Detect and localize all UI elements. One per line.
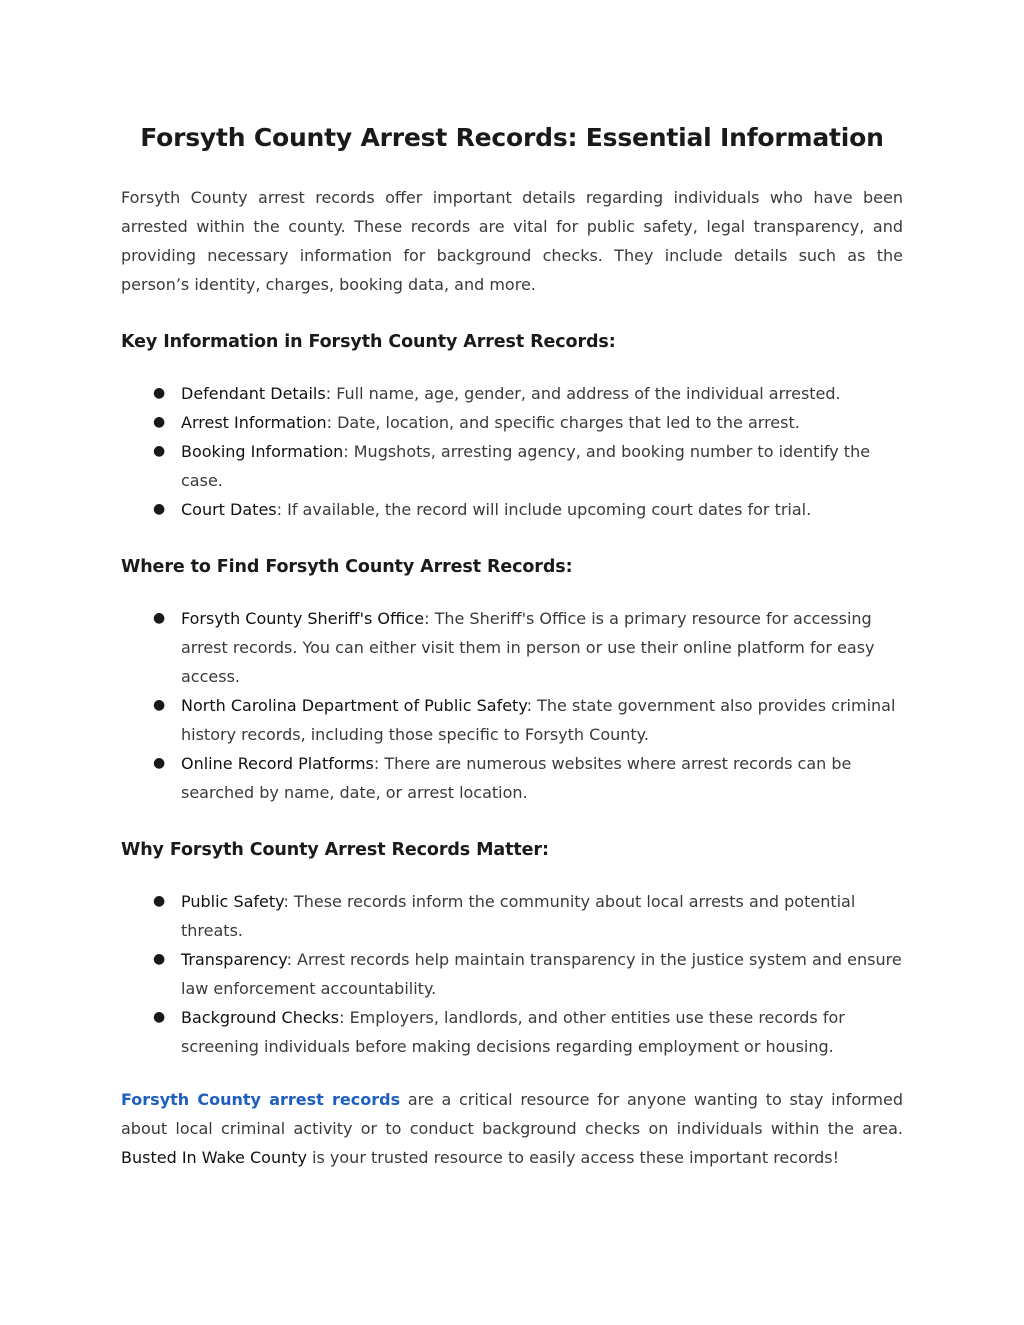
list-item bbox=[121, 408, 903, 437]
list-item-term: Public Safety bbox=[181, 892, 284, 911]
list-item bbox=[121, 1003, 903, 1061]
bullet-icon: ● bbox=[153, 385, 166, 401]
list-item bbox=[121, 749, 903, 807]
list-item-term: Booking Information bbox=[181, 442, 344, 461]
page-title: Forsyth County Arrest Records: Essential Information bbox=[140, 123, 884, 152]
list-item-text: : Full name, age, gender, and address of the individual arrested. bbox=[325, 384, 841, 403]
closing-paragraph bbox=[121, 1085, 903, 1172]
list-item-term: Transparency bbox=[181, 950, 287, 969]
bullet-icon: ● bbox=[153, 951, 166, 967]
list-item bbox=[121, 495, 903, 524]
brand-name: Busted In Wake County bbox=[121, 1148, 307, 1167]
closing-text-2: is your trusted resource to easily access these important records! bbox=[306, 1148, 840, 1167]
bullet-icon: ● bbox=[153, 414, 166, 430]
section-heading-key-information: Key Information in Forsyth County Arrest Records: bbox=[121, 332, 616, 352]
list-item bbox=[121, 691, 903, 749]
list-item bbox=[121, 437, 903, 495]
why-matter-list bbox=[121, 887, 903, 1061]
list-item-text: : The state government also provides criminal history records, including those specific to Forsyth County. bbox=[181, 696, 896, 744]
bullet-icon: ● bbox=[153, 697, 166, 713]
list-item-term: Forsyth County Sheriff's Office bbox=[181, 609, 425, 628]
list-item bbox=[121, 887, 903, 945]
list-item-text: : Employers, landlords, and other entities use these records for screening individuals before making decisions regarding employment or housing. bbox=[181, 1008, 845, 1056]
list-item-term: Background Checks bbox=[181, 1008, 340, 1027]
list-item bbox=[121, 379, 903, 408]
bullet-icon: ● bbox=[153, 610, 166, 626]
list-item-text: : There are numerous websites where arrest records can be searched by name, date, or arrest location. bbox=[181, 754, 852, 802]
list-item-text: : If available, the record will include upcoming court dates for trial. bbox=[276, 500, 812, 519]
forsyth-arrest-records-link[interactable]: Forsyth County arrest records bbox=[121, 1090, 401, 1109]
bullet-icon: ● bbox=[153, 443, 166, 459]
bullet-icon: ● bbox=[153, 501, 166, 517]
bullet-icon: ● bbox=[153, 893, 166, 909]
list-item-term: Arrest Information bbox=[181, 413, 327, 432]
list-item-term: Online Record Platforms bbox=[181, 754, 374, 773]
closing-text-1: are a critical resource for anyone wanting to stay informed about local criminal activity or to conduct background checks on individuals within the area. bbox=[121, 1090, 903, 1138]
list-item bbox=[121, 604, 903, 691]
bullet-icon: ● bbox=[153, 755, 166, 771]
intro-paragraph: Forsyth County arrest records offer important details regarding individuals who have been arrested within the county. These records are vital for public safety, legal transparency, and providing necessary information for background checks. They include details such as the person’s identity, charges, booking data, and more. bbox=[121, 188, 903, 294]
list-item-text: : These records inform the community about local arrests and potential threats. bbox=[181, 892, 856, 940]
where-to-find-list bbox=[121, 604, 903, 807]
list-item-text: : Date, location, and specific charges that led to the arrest. bbox=[326, 413, 800, 432]
section-heading-why-matter: Why Forsyth County Arrest Records Matter: bbox=[121, 840, 549, 860]
bullet-icon: ● bbox=[153, 1009, 166, 1025]
list-item-term: North Carolina Department of Public Safety bbox=[181, 696, 527, 715]
list-item-term: Defendant Details bbox=[181, 384, 326, 403]
list-item-text: : Mugshots, arresting agency, and booking number to identify the case. bbox=[181, 442, 871, 490]
list-item-term: Court Dates bbox=[181, 500, 277, 519]
list-item-text: : The Sheriff's Office is a primary resource for accessing arrest records. You can either visit them in person or use their online platform for easy access. bbox=[181, 609, 875, 686]
list-item-text: : Arrest records help maintain transparency in the justice system and ensure law enforcement accountability. bbox=[181, 950, 902, 998]
section-heading-where-to-find: Where to Find Forsyth County Arrest Records: bbox=[121, 557, 573, 577]
list-item bbox=[121, 945, 903, 1003]
key-information-list bbox=[121, 379, 903, 524]
